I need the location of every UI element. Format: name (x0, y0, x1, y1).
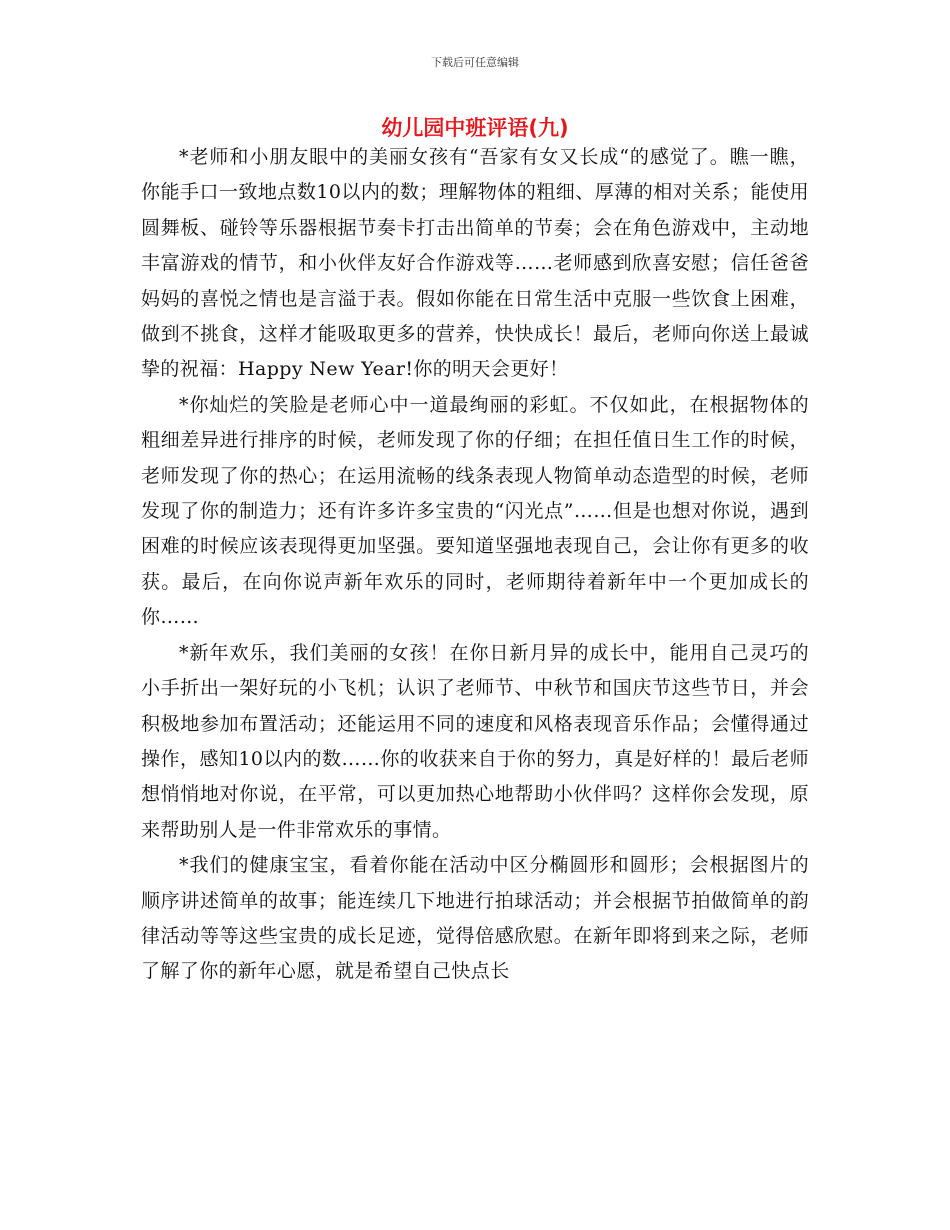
document-body (141, 140, 809, 990)
paragraph-1: *老师和小朋友眼中的美丽女孩有“吾家有女又长成“的感觉了。瞧一瞧，你能手口一致地点数10以内的数；理解物体的粗细、厚薄的相对关系；能使用圆舞板、碰铃等乐器根据节奏卡打击出简单的节奏；会在角色游戏中，主动地丰富游戏的情节，和小伙伴友好合作游戏等……老师感到欣喜安慰；信任爸爸妈妈的喜悦之情也是言溢于表。假如你能在日常生活中克服一些饮食上困难，做到不挑食，这样才能吸取更多的营养，快快成长！最后，老师向你送上最诚挚的祝福：Happy New Year!你的明天会更好！ (141, 146, 809, 381)
header-note: 下载后可任意编辑 (431, 56, 519, 69)
paragraph-2: *你灿烂的笑脸是老师心中一道最绚丽的彩虹。不仅如此，在根据物体的粗细差异进行排序的时候，老师发现了你的仔细；在担任值日生工作的时候，老师发现了你的热心；在运用流畅的线条表现人物简单动态造型的时候，老师发现了你的制造力；还有许多许多宝贵的“闪光点”……但是也想对你说，遇到困难的时候应该表现得更加坚强。要知道坚强地表现自己，会让你有更多的收获。最后，在向你说声新年欢乐的同时，老师期待着新年中一个更加成长的你…… (141, 393, 809, 629)
document-title: 幼儿园中班评语(九) (381, 116, 569, 140)
paragraph-3: *新年欢乐，我们美丽的女孩！在你日新月异的成长中，能用自己灵巧的小手折出一架好玩的小飞机；认识了老师节、中秋节和国庆节这些节日，并会积极地参加布置活动；还能运用不同的速度和风格表现音乐作品；会懂得通过操作，感知10以内的数……你的收获来自于你的努力，真是好样的！最后老师想悄悄地对你说，在平常，可以更加热心地帮助小伙伴吗？这样你会发现，原来帮助别人是一件非常欢乐的事情。 (141, 641, 809, 841)
paragraph-4: *我们的健康宝宝，看着你能在活动中区分椭圆形和圆形；会根据图片的顺序讲述简单的故事；能连续几下地进行拍球活动；并会根据节拍做简单的韵律活动等等这些宝贵的成长足迹，觉得倍感欣慰。在新年即将到来之际，老师了解了你的新年心愿，就是希望自己快点长 (141, 854, 809, 983)
